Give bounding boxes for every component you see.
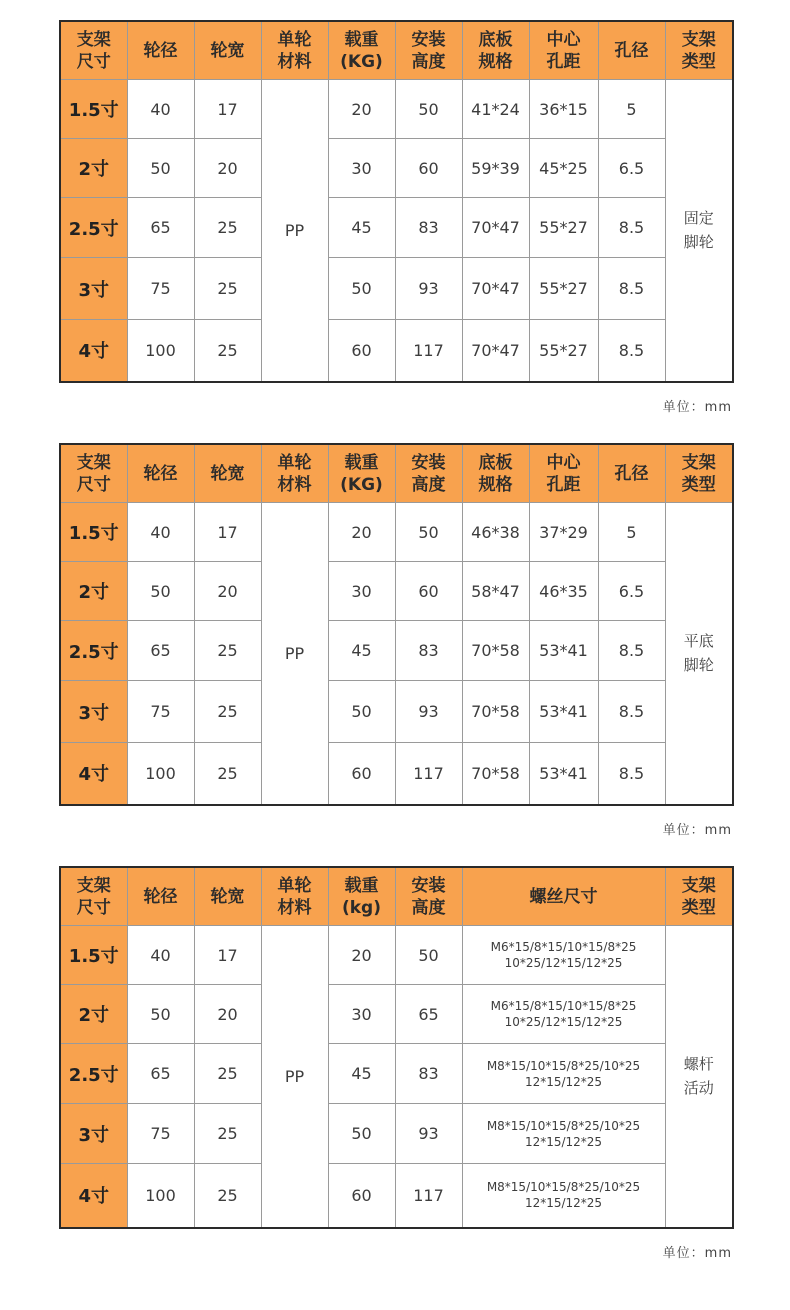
- hole-cell: 8.5: [598, 320, 665, 382]
- diameter-cell: 40: [127, 80, 194, 139]
- width-cell: 25: [194, 320, 261, 382]
- header-cell: 支架 尺寸: [60, 444, 127, 503]
- header-cell: 轮径: [127, 444, 194, 503]
- height-cell: 117: [395, 320, 462, 382]
- size-cell: 1.5寸: [60, 926, 127, 985]
- width-cell: 20: [194, 562, 261, 621]
- header-row: [60, 21, 733, 80]
- width-cell: 25: [194, 1044, 261, 1104]
- table-row: [60, 621, 733, 681]
- spacing-cell: 37*29: [529, 503, 598, 562]
- size-cell: 2寸: [60, 985, 127, 1044]
- material-cell: PP: [261, 80, 328, 382]
- header-cell: 支架 尺寸: [60, 21, 127, 80]
- swivel-screw-caster-spec-table: [59, 866, 734, 1229]
- header-row: [60, 444, 733, 503]
- plate-cell: 70*58: [462, 681, 529, 743]
- unit-note: 单位：mm: [662, 400, 732, 415]
- table-row: [60, 1104, 733, 1164]
- height-cell: 93: [395, 258, 462, 320]
- hole-cell: 8.5: [598, 681, 665, 743]
- load-cell: 30: [328, 562, 395, 621]
- spacing-cell: 53*41: [529, 681, 598, 743]
- load-cell: 60: [328, 1164, 395, 1228]
- diameter-cell: 100: [127, 1164, 194, 1228]
- header-cell: 安装 高度: [395, 867, 462, 926]
- size-cell: 2寸: [60, 139, 127, 198]
- table-row: [60, 562, 733, 621]
- width-cell: 25: [194, 1164, 261, 1228]
- header-cell: 单轮 材料: [261, 21, 328, 80]
- header-cell: 支架 类型: [665, 867, 733, 926]
- table-row: [60, 1164, 733, 1228]
- hole-cell: 5: [598, 80, 665, 139]
- header-cell: 支架 尺寸: [60, 867, 127, 926]
- fixed-caster-spec-block: [59, 20, 732, 415]
- load-cell: 60: [328, 743, 395, 805]
- load-cell: 30: [328, 985, 395, 1044]
- header-cell: 载重 (KG): [328, 444, 395, 503]
- header-row: [60, 867, 733, 926]
- load-cell: 50: [328, 681, 395, 743]
- size-cell: 4寸: [60, 320, 127, 382]
- height-cell: 60: [395, 139, 462, 198]
- hole-cell: 8.5: [598, 198, 665, 258]
- height-cell: 83: [395, 1044, 462, 1104]
- header-cell: 轮径: [127, 21, 194, 80]
- spacing-cell: 36*15: [529, 80, 598, 139]
- screw-size-cell: M6*15/8*15/10*15/8*25 10*25/12*15/12*25: [462, 926, 665, 985]
- material-cell: PP: [261, 926, 328, 1228]
- diameter-cell: 50: [127, 139, 194, 198]
- header-cell: 支架 类型: [665, 444, 733, 503]
- header-cell: 轮宽: [194, 21, 261, 80]
- height-cell: 117: [395, 1164, 462, 1228]
- plate-cell: 70*58: [462, 743, 529, 805]
- spacing-cell: 45*25: [529, 139, 598, 198]
- hole-cell: 6.5: [598, 562, 665, 621]
- plate-cell: 58*47: [462, 562, 529, 621]
- header-cell: 中心 孔距: [529, 21, 598, 80]
- width-cell: 25: [194, 743, 261, 805]
- table-row: [60, 320, 733, 382]
- height-cell: 117: [395, 743, 462, 805]
- header-cell: 轮宽: [194, 867, 261, 926]
- plate-cell: 70*47: [462, 198, 529, 258]
- table-row: [60, 681, 733, 743]
- width-cell: 20: [194, 985, 261, 1044]
- header-cell: 底板 规格: [462, 444, 529, 503]
- plate-cell: 59*39: [462, 139, 529, 198]
- hole-cell: 8.5: [598, 621, 665, 681]
- width-cell: 25: [194, 1104, 261, 1164]
- unit-note: 单位：mm: [662, 823, 732, 838]
- header-cell: 中心 孔距: [529, 444, 598, 503]
- table-row: [60, 198, 733, 258]
- diameter-cell: 100: [127, 743, 194, 805]
- width-cell: 25: [194, 621, 261, 681]
- header-cell: 支架 类型: [665, 21, 733, 80]
- table-row: [60, 926, 733, 985]
- width-cell: 17: [194, 503, 261, 562]
- table-row: [60, 1044, 733, 1104]
- screw-size-cell: M8*15/10*15/8*25/10*25 12*15/12*25: [462, 1104, 665, 1164]
- diameter-cell: 75: [127, 258, 194, 320]
- spacing-cell: 53*41: [529, 743, 598, 805]
- plate-cell: 46*38: [462, 503, 529, 562]
- size-cell: 3寸: [60, 258, 127, 320]
- table-row: [60, 139, 733, 198]
- table-row: [60, 80, 733, 139]
- type-cell: 平底 脚轮: [665, 503, 733, 805]
- flat-caster-spec-table: [59, 443, 734, 806]
- width-cell: 20: [194, 139, 261, 198]
- load-cell: 60: [328, 320, 395, 382]
- size-cell: 2.5寸: [60, 198, 127, 258]
- plate-cell: 70*58: [462, 621, 529, 681]
- height-cell: 93: [395, 1104, 462, 1164]
- swivel-screw-caster-spec-block: [59, 866, 732, 1261]
- unit-note: 单位：mm: [662, 1246, 732, 1261]
- height-cell: 83: [395, 621, 462, 681]
- size-cell: 4寸: [60, 743, 127, 805]
- diameter-cell: 65: [127, 1044, 194, 1104]
- height-cell: 83: [395, 198, 462, 258]
- header-cell: 轮宽: [194, 444, 261, 503]
- load-cell: 50: [328, 1104, 395, 1164]
- type-cell: 螺杆 活动: [665, 926, 733, 1228]
- header-cell: 底板 规格: [462, 21, 529, 80]
- fixed-caster-spec-table: [59, 20, 734, 383]
- material-cell: PP: [261, 503, 328, 805]
- width-cell: 25: [194, 198, 261, 258]
- diameter-cell: 40: [127, 926, 194, 985]
- size-cell: 3寸: [60, 681, 127, 743]
- table-row: [60, 503, 733, 562]
- spacing-cell: 55*27: [529, 198, 598, 258]
- header-cell: 安装 高度: [395, 444, 462, 503]
- hole-cell: 6.5: [598, 139, 665, 198]
- diameter-cell: 75: [127, 1104, 194, 1164]
- table-row: [60, 743, 733, 805]
- size-cell: 2.5寸: [60, 1044, 127, 1104]
- height-cell: 50: [395, 926, 462, 985]
- hole-cell: 8.5: [598, 258, 665, 320]
- height-cell: 60: [395, 562, 462, 621]
- spacing-cell: 55*27: [529, 258, 598, 320]
- spacing-cell: 53*41: [529, 621, 598, 681]
- diameter-cell: 65: [127, 621, 194, 681]
- flat-caster-spec-block: [59, 443, 732, 838]
- height-cell: 50: [395, 503, 462, 562]
- load-cell: 45: [328, 198, 395, 258]
- plate-cell: 70*47: [462, 258, 529, 320]
- screw-size-cell: M6*15/8*15/10*15/8*25 10*25/12*15/12*25: [462, 985, 665, 1044]
- diameter-cell: 50: [127, 985, 194, 1044]
- load-cell: 20: [328, 926, 395, 985]
- spacing-cell: 55*27: [529, 320, 598, 382]
- size-cell: 1.5寸: [60, 503, 127, 562]
- size-cell: 3寸: [60, 1104, 127, 1164]
- table-row: [60, 258, 733, 320]
- diameter-cell: 40: [127, 503, 194, 562]
- table-row: [60, 985, 733, 1044]
- width-cell: 17: [194, 80, 261, 139]
- size-cell: 1.5寸: [60, 80, 127, 139]
- load-cell: 50: [328, 258, 395, 320]
- plate-cell: 41*24: [462, 80, 529, 139]
- width-cell: 17: [194, 926, 261, 985]
- height-cell: 93: [395, 681, 462, 743]
- diameter-cell: 50: [127, 562, 194, 621]
- header-cell: 单轮 材料: [261, 867, 328, 926]
- header-cell: 孔径: [598, 21, 665, 80]
- header-cell: 载重 (kg): [328, 867, 395, 926]
- header-cell: 单轮 材料: [261, 444, 328, 503]
- header-cell: 载重 (KG): [328, 21, 395, 80]
- size-cell: 2.5寸: [60, 621, 127, 681]
- header-cell: 孔径: [598, 444, 665, 503]
- hole-cell: 8.5: [598, 743, 665, 805]
- hole-cell: 5: [598, 503, 665, 562]
- screw-size-cell: M8*15/10*15/8*25/10*25 12*15/12*25: [462, 1164, 665, 1228]
- size-cell: 4寸: [60, 1164, 127, 1228]
- header-cell: 螺丝尺寸: [462, 867, 665, 926]
- load-cell: 20: [328, 80, 395, 139]
- width-cell: 25: [194, 258, 261, 320]
- height-cell: 65: [395, 985, 462, 1044]
- size-cell: 2寸: [60, 562, 127, 621]
- type-cell: 固定 脚轮: [665, 80, 733, 382]
- load-cell: 30: [328, 139, 395, 198]
- plate-cell: 70*47: [462, 320, 529, 382]
- height-cell: 50: [395, 80, 462, 139]
- diameter-cell: 65: [127, 198, 194, 258]
- width-cell: 25: [194, 681, 261, 743]
- load-cell: 20: [328, 503, 395, 562]
- header-cell: 轮径: [127, 867, 194, 926]
- spacing-cell: 46*35: [529, 562, 598, 621]
- diameter-cell: 100: [127, 320, 194, 382]
- load-cell: 45: [328, 1044, 395, 1104]
- diameter-cell: 75: [127, 681, 194, 743]
- header-cell: 安装 高度: [395, 21, 462, 80]
- screw-size-cell: M8*15/10*15/8*25/10*25 12*15/12*25: [462, 1044, 665, 1104]
- load-cell: 45: [328, 621, 395, 681]
